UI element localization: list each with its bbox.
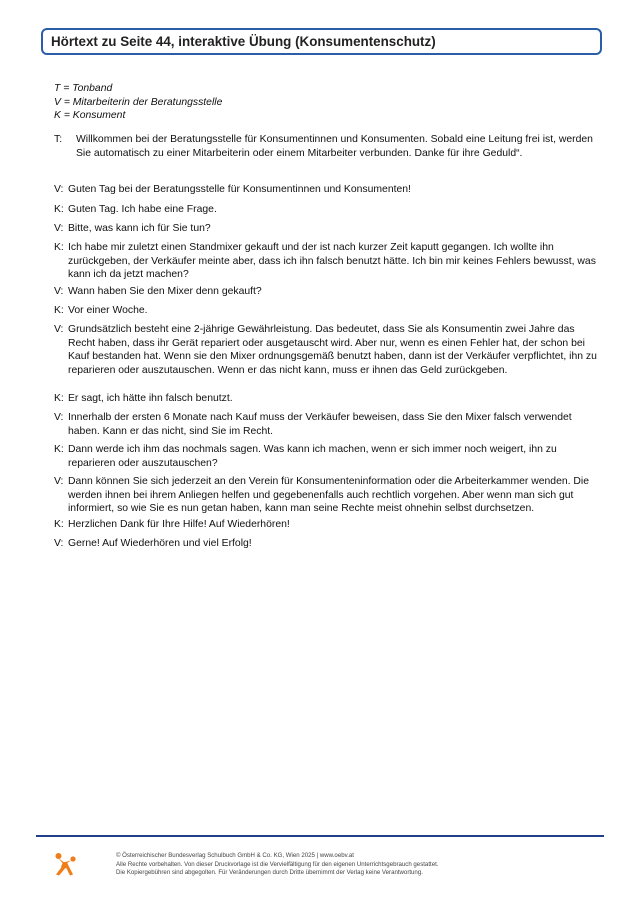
page-title: Hörtext zu Seite 44, interaktive Übung (Konsumentenschutz) — [51, 34, 436, 49]
dialogue-entry — [54, 392, 599, 406]
footer-line: Die Kopiergebühren sind abgegolten. Für Veränderungen durch Dritte übernimmt der Verlag keine Verantwortung. — [116, 869, 423, 877]
dialogue-text: Gerne! Auf Wiederhören und viel Erfolg! — [68, 538, 252, 549]
oebv-star-logo-icon — [52, 851, 78, 877]
speaker-label: K: — [54, 519, 64, 530]
speaker-label: V: — [54, 184, 64, 195]
dialogue-text: Grundsätzlich besteht eine 2-jährige Gewährleistung. Das bedeutet, dass Sie als Konsumentin zwei Jahre das Recht haben, dass ihr Gerät repariert oder ausgetauscht wird. Aber nur, wenn es einen Fehler hat, der schon bei Kauf bestanden hat. Wenn sie den Mixer ordnungsgemäß benutzt haben, dann ist der Verkäufer verpflichtet, ihn zu reparieren oder auszutauschen. Wenn er das nicht kann, muss er ihnen das Geld zurückgeben. — [68, 324, 597, 376]
footer-divider — [36, 835, 604, 837]
dialogue-entry — [54, 183, 599, 197]
dialogue-entry — [54, 241, 599, 282]
dialogue-entry — [54, 518, 599, 532]
speaker-label: K: — [54, 242, 64, 253]
speaker-label: V: — [54, 538, 64, 549]
legend-item-konsument: K = Konsument — [54, 110, 126, 121]
speaker-label: V: — [54, 286, 64, 297]
footer-copyright — [116, 852, 438, 878]
dialogue-entry — [54, 323, 599, 377]
speaker-label: K: — [54, 393, 64, 404]
speaker-label: V: — [54, 324, 64, 335]
speaker-label: V: — [54, 223, 64, 234]
dialogue-text: Willkommen bei der Beratungsstelle für Konsumentinnen und Konsumenten. Sobald eine Leitung frei ist, werden Sie automatisch zu einer Mitarbeiterin oder einem Mitarbeiter verbunden. Danke für ihre Geduld“. — [76, 134, 593, 159]
dialogue-text: Dann werde ich ihm das nochmals sagen. Was kann ich machen, wenn er sich immer noch weigert, ihn zu reparieren oder auszutauschen? — [68, 444, 557, 469]
speaker-label: V: — [54, 412, 64, 423]
dialogue-text: Bitte, was kann ich für Sie tun? — [68, 223, 211, 234]
dialogue-entry — [54, 537, 599, 551]
speaker-label: T: — [54, 134, 63, 145]
dialogue-text: Guten Tag bei der Beratungsstelle für Konsumentinnen und Konsumenten! — [68, 184, 411, 195]
speaker-label: K: — [54, 305, 64, 316]
speaker-label: V: — [54, 476, 64, 487]
legend-item-mitarbeiterin: V = Mitarbeiterin der Beratungsstelle — [54, 96, 223, 108]
dialogue-entry — [54, 411, 599, 438]
footer-line: Alle Rechte vorbehalten. Von dieser Druckvorlage ist die Vervielfältigung für den eigenen Unterrichtsgebrauch gestattet. — [116, 860, 439, 868]
legend-item-tonband: T = Tonband — [54, 83, 113, 94]
dialogue-text: Vor einer Woche. — [68, 305, 148, 316]
dialogue-entry — [54, 133, 599, 160]
dialogue-entry — [54, 222, 599, 236]
dialogue-text: Ich habe mir zuletzt einen Standmixer gekauft und der ist nach kurzer Zeit kaputt gegangen. Ich wollte ihn zurückgeben, der Verkäufer meinte aber, dass ich ihn falsch benutzt hätte. Ich bin mir keines Fehlers bewusst, was kann ich da jetzt machen? — [68, 242, 596, 281]
dialogue-entry — [54, 203, 599, 217]
dialogue-text: Guten Tag. Ich habe eine Frage. — [68, 204, 217, 215]
speaker-legend — [54, 82, 222, 123]
page-title-box — [41, 28, 602, 55]
dialogue-text: Wann haben Sie den Mixer denn gekauft? — [68, 286, 262, 297]
dialogue-text: Innerhalb der ersten 6 Monate nach Kauf muss der Verkäufer beweisen, dass Sie den Mixer falsch verwendet haben. Kann er das nicht, sind Sie im Recht. — [68, 412, 572, 437]
footer-line: © Österreichischer Bundesverlag Schulbuch GmbH & Co. KG, Wien 2025 | www.oebv.at — [116, 852, 354, 859]
dialogue-text: Er sagt, ich hätte ihn falsch benutzt. — [68, 393, 233, 404]
dialogue-entry — [54, 475, 599, 516]
speaker-label: K: — [54, 444, 64, 455]
dialogue-entry — [54, 285, 599, 299]
dialogue-entry — [54, 443, 599, 470]
dialogue-text: Dann können Sie sich jederzeit an den Verein für Konsumenteninformation oder die Arbeiterkammer wenden. Die werden ihnen bei ihrem Anliegen helfen und gegebenenfalls auch rechtlich vorgehen. Aber wenn man sich gut informiert, so wie Sie es nun getan haben, kann man seine Rechte meist ohnehin selbst durchsetzen. — [68, 476, 589, 515]
speaker-label: K: — [54, 204, 64, 215]
dialogue-text: Herzlichen Dank für Ihre Hilfe! Auf Wiederhören! — [68, 519, 290, 530]
dialogue-entry — [54, 304, 599, 318]
